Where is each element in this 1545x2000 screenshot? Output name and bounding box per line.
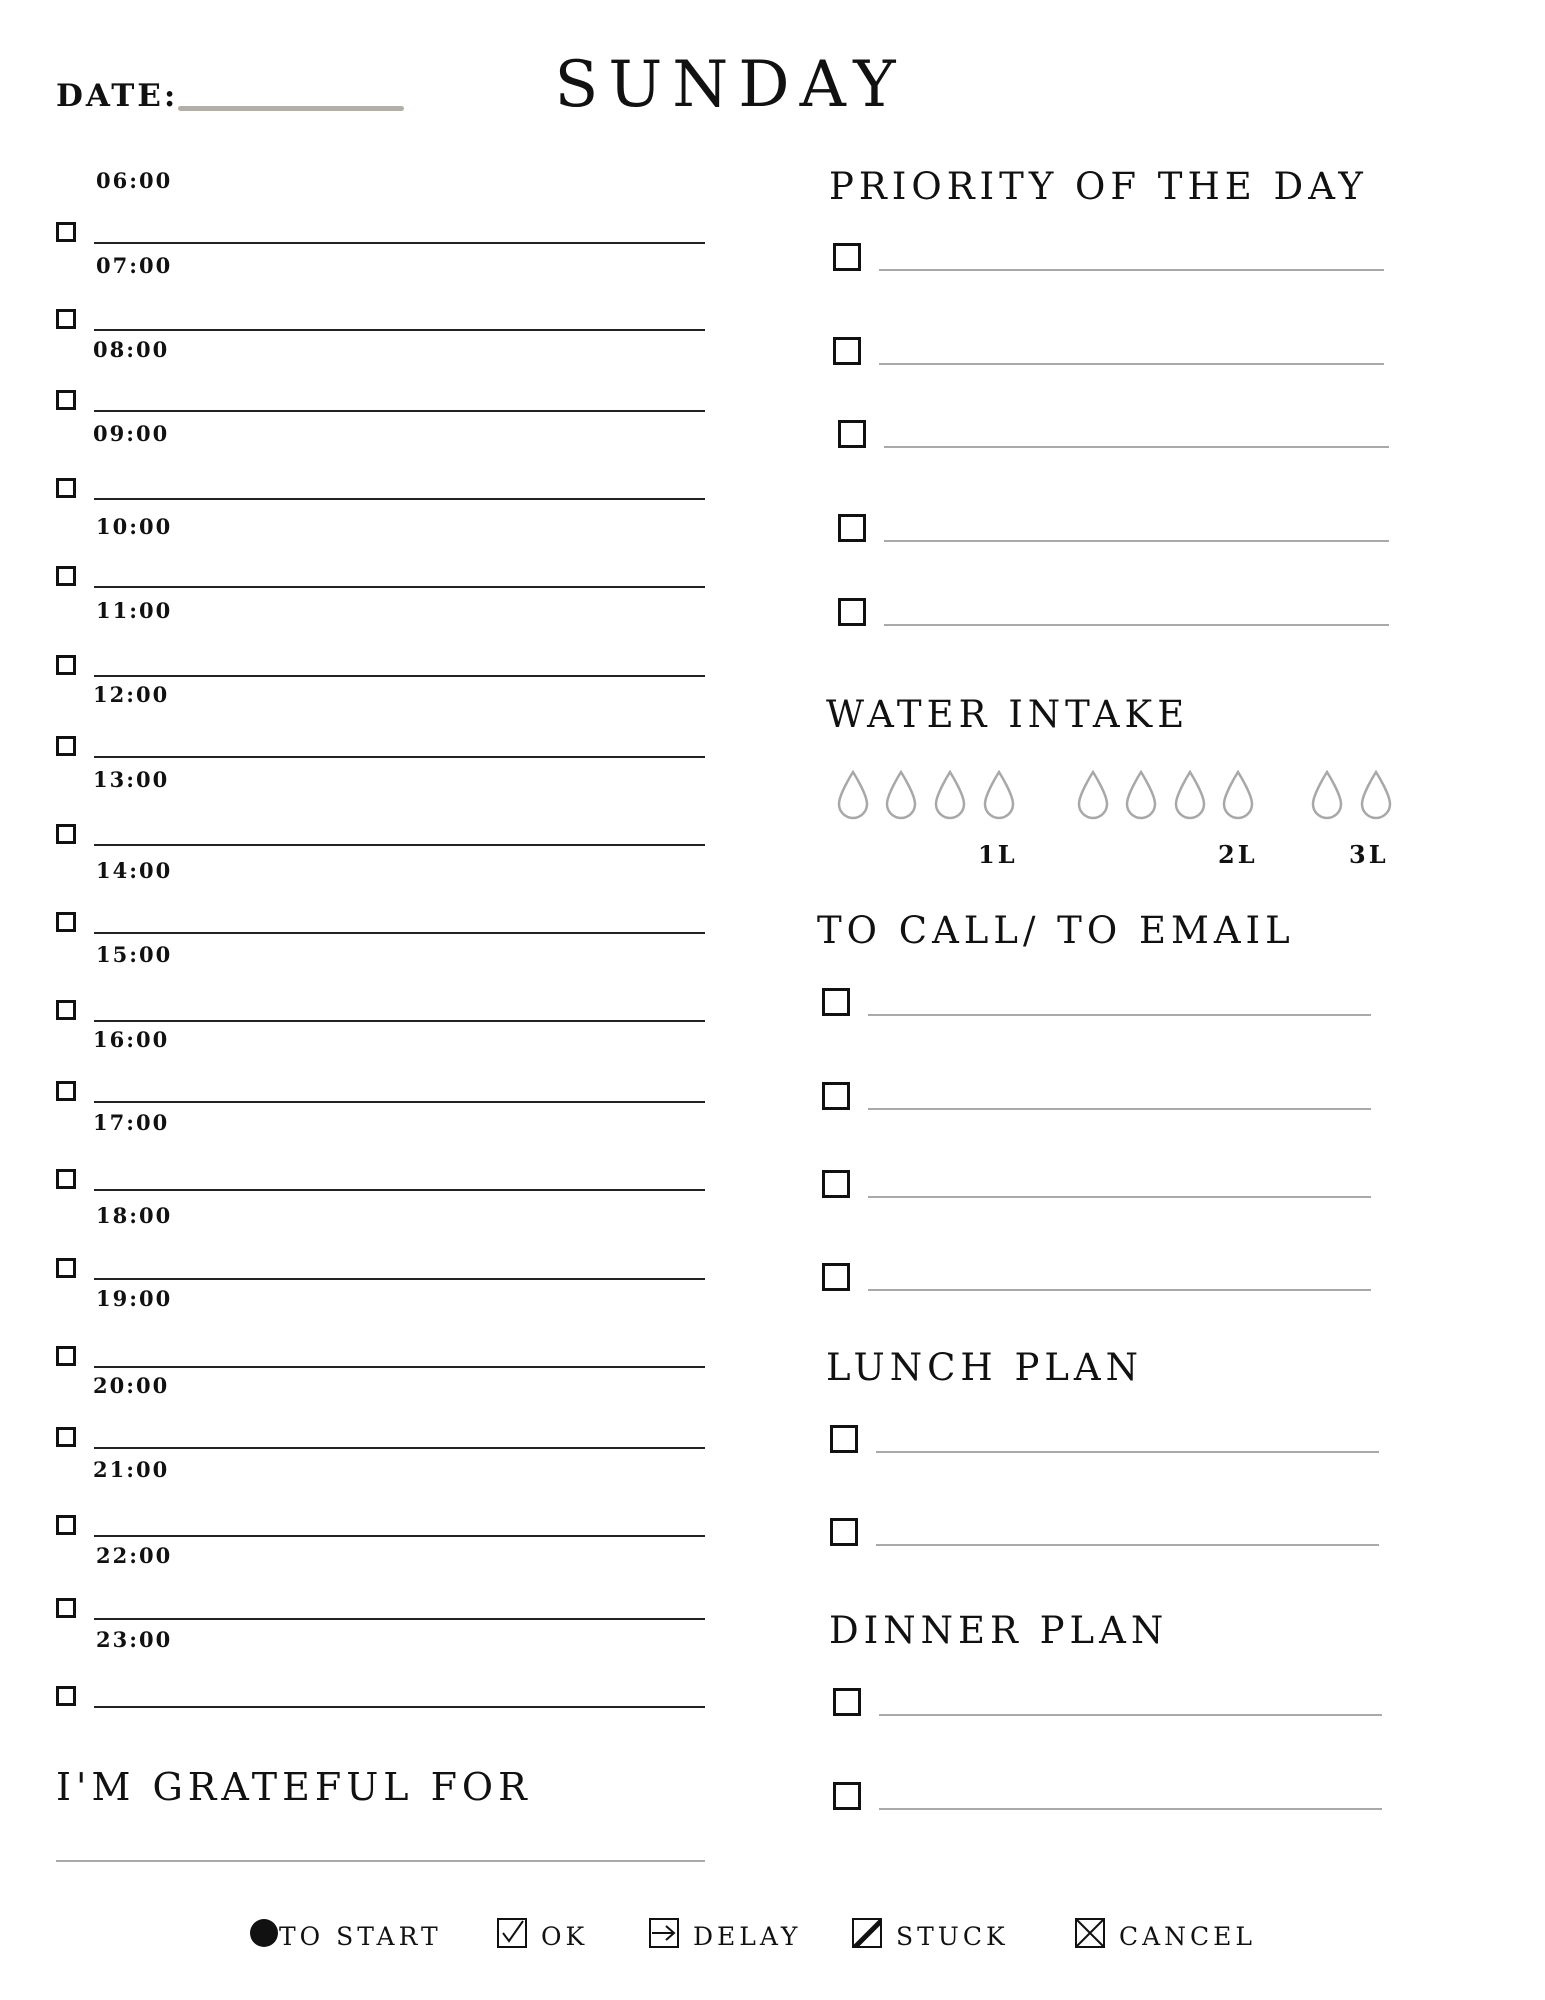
time-label: 15:00 — [96, 942, 173, 967]
hour-entry-line[interactable] — [94, 1366, 705, 1368]
time-label: 22:00 — [96, 1543, 173, 1568]
time-label: 11:00 — [96, 598, 173, 623]
hour-entry-line[interactable] — [94, 1278, 705, 1280]
hour-checkbox[interactable] — [56, 222, 76, 242]
hour-checkbox[interactable] — [56, 824, 76, 844]
priority-entry-line[interactable] — [879, 363, 1384, 365]
priority-entry-line[interactable] — [884, 624, 1389, 626]
hour-checkbox[interactable] — [56, 1346, 76, 1366]
legend-cancel — [1075, 1918, 1256, 1954]
legend-stuck — [852, 1918, 1009, 1954]
dinner-heading: DINNER PLAN — [829, 1609, 1169, 1652]
priority-entry-line[interactable] — [884, 540, 1389, 542]
priority-checkbox[interactable] — [833, 243, 861, 271]
priority-checkbox[interactable] — [838, 598, 866, 626]
hour-entry-line[interactable] — [94, 675, 705, 677]
hour-checkbox[interactable] — [56, 1081, 76, 1101]
page-title: SUNDAY — [554, 48, 906, 122]
dinner-entry-line[interactable] — [879, 1808, 1382, 1810]
water-drop-icon[interactable] — [1076, 770, 1110, 822]
hour-entry-line[interactable] — [94, 410, 705, 412]
time-label: 16:00 — [93, 1027, 170, 1052]
hour-entry-line[interactable] — [94, 1447, 705, 1449]
hour-checkbox[interactable] — [56, 1258, 76, 1278]
priority-checkbox[interactable] — [838, 420, 866, 448]
hour-entry-line[interactable] — [94, 329, 705, 331]
hour-checkbox[interactable] — [56, 1515, 76, 1535]
dinner-entry-line[interactable] — [879, 1714, 1382, 1716]
priority-checkbox[interactable] — [833, 337, 861, 365]
hour-entry-line[interactable] — [94, 498, 705, 500]
time-label: 08:00 — [93, 337, 170, 362]
legend-to-start — [249, 1918, 442, 1954]
call-email-entry-line[interactable] — [868, 1196, 1371, 1198]
grateful-heading: I'M GRATEFUL FOR — [56, 1765, 532, 1809]
water-marker-1l: 1L — [978, 840, 1018, 869]
date-label: DATE: — [56, 78, 179, 114]
priority-entry-line[interactable] — [884, 446, 1389, 448]
call-email-checkbox[interactable] — [822, 1263, 850, 1291]
time-label: 17:00 — [93, 1110, 170, 1135]
hour-checkbox[interactable] — [56, 1000, 76, 1020]
time-label: 23:00 — [96, 1627, 173, 1652]
priority-checkbox[interactable] — [838, 514, 866, 542]
hour-entry-line[interactable] — [94, 1101, 705, 1103]
legend-stuck-label: STUCK — [896, 1921, 1009, 1951]
checkbox-checked-icon — [497, 1918, 527, 1954]
water-drop-icon[interactable] — [933, 770, 967, 822]
water-marker-2l: 2L — [1218, 840, 1258, 869]
call-email-checkbox[interactable] — [822, 1170, 850, 1198]
grateful-line[interactable] — [56, 1860, 705, 1862]
priority-entry-line[interactable] — [879, 269, 1384, 271]
hour-checkbox[interactable] — [56, 1598, 76, 1618]
time-label: 12:00 — [93, 682, 170, 707]
time-label: 09:00 — [93, 421, 170, 446]
hour-entry-line[interactable] — [94, 1535, 705, 1537]
time-label: 18:00 — [96, 1203, 173, 1228]
time-label: 06:00 — [96, 168, 173, 193]
time-label: 20:00 — [93, 1373, 170, 1398]
hour-checkbox[interactable] — [56, 478, 76, 498]
time-label: 13:00 — [93, 767, 170, 792]
time-label: 10:00 — [96, 514, 173, 539]
hour-checkbox[interactable] — [56, 1427, 76, 1447]
lunch-heading: LUNCH PLAN — [826, 1346, 1144, 1389]
hour-entry-line[interactable] — [94, 1189, 705, 1191]
water-drop-icon[interactable] — [1310, 770, 1344, 822]
water-drop-icon[interactable] — [1221, 770, 1255, 822]
slashed-box-icon — [852, 1918, 882, 1954]
legend-cancel-label: CANCEL — [1119, 1921, 1257, 1951]
hour-checkbox[interactable] — [56, 309, 76, 329]
hour-entry-line[interactable] — [94, 1618, 705, 1620]
hour-checkbox[interactable] — [56, 736, 76, 756]
water-drop-icon[interactable] — [1173, 770, 1207, 822]
hour-checkbox[interactable] — [56, 566, 76, 586]
legend-to-start-label: TO START — [279, 1921, 442, 1951]
hour-checkbox[interactable] — [56, 1169, 76, 1189]
water-marker-3l: 3L — [1349, 840, 1389, 869]
hour-entry-line[interactable] — [94, 844, 705, 846]
water-drop-icon[interactable] — [982, 770, 1016, 822]
legend-ok-label: OK — [541, 1921, 589, 1951]
water-drop-icon[interactable] — [884, 770, 918, 822]
time-label: 19:00 — [96, 1286, 173, 1311]
legend-delay-label: DELAY — [693, 1921, 802, 1951]
time-label: 21:00 — [93, 1457, 170, 1482]
lunch-entry-line[interactable] — [876, 1544, 1379, 1546]
hour-entry-line[interactable] — [94, 586, 705, 588]
arrow-right-box-icon — [649, 1918, 679, 1954]
hour-entry-line[interactable] — [94, 1706, 705, 1708]
hour-entry-line[interactable] — [94, 756, 705, 758]
call-email-checkbox[interactable] — [822, 988, 850, 1016]
hour-entry-line[interactable] — [94, 932, 705, 934]
hour-checkbox[interactable] — [56, 912, 76, 932]
hour-checkbox[interactable] — [56, 390, 76, 410]
lunch-checkbox[interactable] — [830, 1518, 858, 1546]
water-intake-heading: WATER INTAKE — [826, 693, 1190, 736]
call-email-entry-line[interactable] — [868, 1289, 1371, 1291]
call-email-entry-line[interactable] — [868, 1014, 1371, 1016]
water-drop-icon[interactable] — [1359, 770, 1393, 822]
dinner-checkbox[interactable] — [833, 1688, 861, 1716]
lunch-checkbox[interactable] — [830, 1425, 858, 1453]
hour-entry-line[interactable] — [94, 1020, 705, 1022]
time-label: 07:00 — [96, 253, 173, 278]
call-email-entry-line[interactable] — [868, 1108, 1371, 1110]
dinner-checkbox[interactable] — [833, 1782, 861, 1810]
filled-circle-icon — [249, 1918, 279, 1954]
hour-checkbox[interactable] — [56, 1686, 76, 1706]
lunch-entry-line[interactable] — [876, 1451, 1379, 1453]
priority-heading: PRIORITY OF THE DAY — [829, 165, 1368, 208]
call-email-checkbox[interactable] — [822, 1082, 850, 1110]
water-drop-icon[interactable] — [836, 770, 870, 822]
hour-entry-line[interactable] — [94, 242, 705, 244]
water-drop-icon[interactable] — [1124, 770, 1158, 822]
time-label: 14:00 — [96, 858, 173, 883]
x-box-icon — [1075, 1918, 1105, 1954]
legend-ok — [497, 1918, 588, 1954]
legend-delay — [649, 1918, 801, 1954]
call-email-heading: TO CALL/ TO EMAIL — [817, 909, 1295, 952]
hour-checkbox[interactable] — [56, 655, 76, 675]
